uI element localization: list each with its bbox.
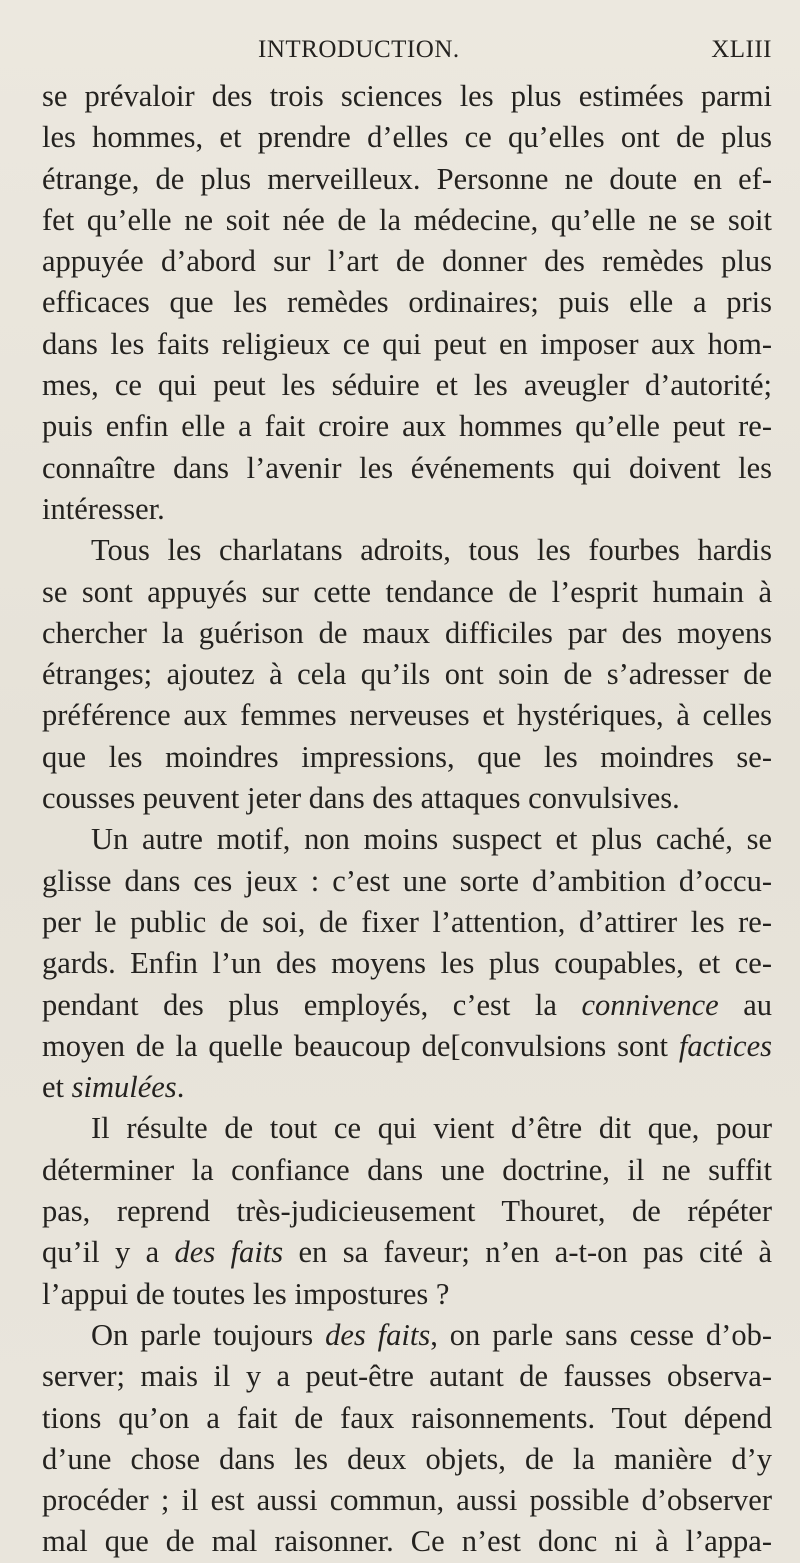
text-segment: préférence aux femmes nerveuses et hystériques, à celles (42, 698, 772, 733)
text-segment: , on parle sans cesse d’ob- (430, 1317, 772, 1352)
text-line (42, 448, 772, 489)
text-line (42, 654, 772, 695)
text-line (42, 1439, 772, 1480)
text-line (42, 819, 772, 860)
text-line (42, 613, 772, 654)
text-line (42, 778, 772, 819)
text-line (42, 324, 772, 365)
italic-segment: simulées (71, 1070, 177, 1105)
text-line (42, 1150, 772, 1191)
text-segment: pas, reprend très-judicieusement Thouret, de répéter (42, 1194, 772, 1229)
text-segment: per le public de soi, de fixer l’attention, d’attirer les re- (42, 904, 772, 939)
text-segment: tions qu’on a fait de faux raisonnements. Tout dépend (42, 1400, 772, 1435)
text-line (42, 406, 772, 447)
text-line (42, 282, 772, 323)
text-line (42, 902, 772, 943)
text-segment: fet qu’elle ne soit née de la médecine, qu’elle ne se soit (42, 202, 772, 237)
text-segment: chercher la guérison de maux difficiles par des moyens (42, 615, 772, 650)
text-segment: l’appui de toutes les impostures ? (42, 1276, 450, 1311)
text-line (42, 985, 772, 1026)
text-line (42, 1521, 772, 1562)
text-line (42, 1315, 772, 1356)
text-segment: qu’il y a (42, 1235, 175, 1270)
text-segment: Il résulte de tout ce qui vient d’être dit que, pour (91, 1111, 772, 1146)
text-segment: efficaces que les remèdes ordinaires; puis elle a pris (42, 285, 772, 320)
text-segment: intéresser. (42, 491, 165, 526)
text-segment: glisse dans ces jeux : c’est une sorte d’ambition d’occu- (42, 863, 772, 898)
text-segment: se prévaloir des trois sciences les plus estimées parmi (42, 79, 772, 113)
text-segment: moyen de la quelle beaucoup de[convulsions sont (42, 1028, 679, 1063)
text-line (42, 737, 772, 778)
text-segment: mes, ce qui peut les séduire et les aveugler d’autorité; (42, 368, 772, 403)
text-segment: dans les faits religieux ce qui peut en imposer aux hom- (42, 326, 772, 361)
text-line (42, 1398, 772, 1439)
text-segment: les hommes, et prendre d’elles ce qu’elles ont de plus (42, 120, 772, 155)
text-segment: se sont appuyés sur cette tendance de l’esprit humain à (42, 574, 772, 609)
text-segment: étrange, de plus merveilleux. Personne ne doute en ef- (42, 161, 772, 196)
text-segment: Tous les charlatans adroits, tous les fourbes hardis (91, 533, 772, 568)
text-line (42, 1108, 772, 1149)
text-segment: en sa faveur; n’en a-t-on pas cité à (283, 1235, 772, 1270)
text-line (42, 695, 772, 736)
text-line (42, 1026, 772, 1067)
text-segment: gards. Enfin l’un des moyens les plus coupables, et ce- (42, 946, 772, 981)
text-line (42, 159, 772, 200)
running-title: INTRODUCTION. (258, 36, 460, 63)
text-segment: étranges; ajoutez à cela qu’ils ont soin de s’adresser de (42, 657, 772, 692)
italic-segment: connivence (581, 987, 719, 1022)
text-segment: au (718, 987, 772, 1022)
text-segment: connaître dans l’avenir les événements qui doivent les (42, 450, 772, 485)
text-segment: que les moindres impressions, que les moindres se- (42, 739, 772, 774)
text-line (42, 1067, 772, 1108)
running-head (42, 28, 772, 76)
text-line (42, 943, 772, 984)
text-segment: Un autre motif, non moins suspect et plus caché, se (91, 822, 772, 857)
italic-segment: des faits (325, 1317, 431, 1352)
text-line (42, 76, 772, 117)
text-segment: appuyée d’abord sur l’art de donner des remèdes plus (42, 244, 772, 279)
italic-segment: des faits (174, 1235, 284, 1270)
text-line (42, 365, 772, 406)
text-segment: mal que de mal raisonner. Ce n’est donc ni à l’appa- (42, 1524, 772, 1559)
text-line (42, 200, 772, 241)
italic-segment: factices (678, 1028, 772, 1063)
text-segment: d’une chose dans les deux objets, de la manière d’y (42, 1441, 772, 1476)
text-line (42, 241, 772, 282)
text-line (42, 1274, 772, 1315)
text-segment: pendant des plus employés, c’est la (42, 987, 582, 1022)
text-segment: puis enfin elle a fait croire aux hommes qu’elle peut re- (42, 409, 772, 444)
text-segment: cousses peuvent jeter dans des attaques convulsives. (42, 781, 680, 816)
text-segment: On parle toujours (91, 1317, 326, 1352)
text-line (42, 572, 772, 613)
text-line (42, 1191, 772, 1232)
text-segment: procéder ; il est aussi commun, aussi possible d’observer (42, 1483, 772, 1518)
text-line (42, 530, 772, 571)
text-segment: et (42, 1070, 72, 1105)
text-line (42, 861, 772, 902)
text-line (42, 117, 772, 158)
text-line (42, 1232, 772, 1273)
text-segment: déterminer la confiance dans une doctrine, il ne suffit (42, 1152, 772, 1187)
page-number: XLIII (711, 36, 772, 63)
text-line (42, 1480, 772, 1521)
text-segment: . (176, 1070, 185, 1105)
text-line (42, 1356, 772, 1397)
text-line (42, 489, 772, 530)
body-text (42, 76, 772, 1563)
text-segment: server; mais il y a peut-être autant de fausses observa- (42, 1359, 772, 1394)
